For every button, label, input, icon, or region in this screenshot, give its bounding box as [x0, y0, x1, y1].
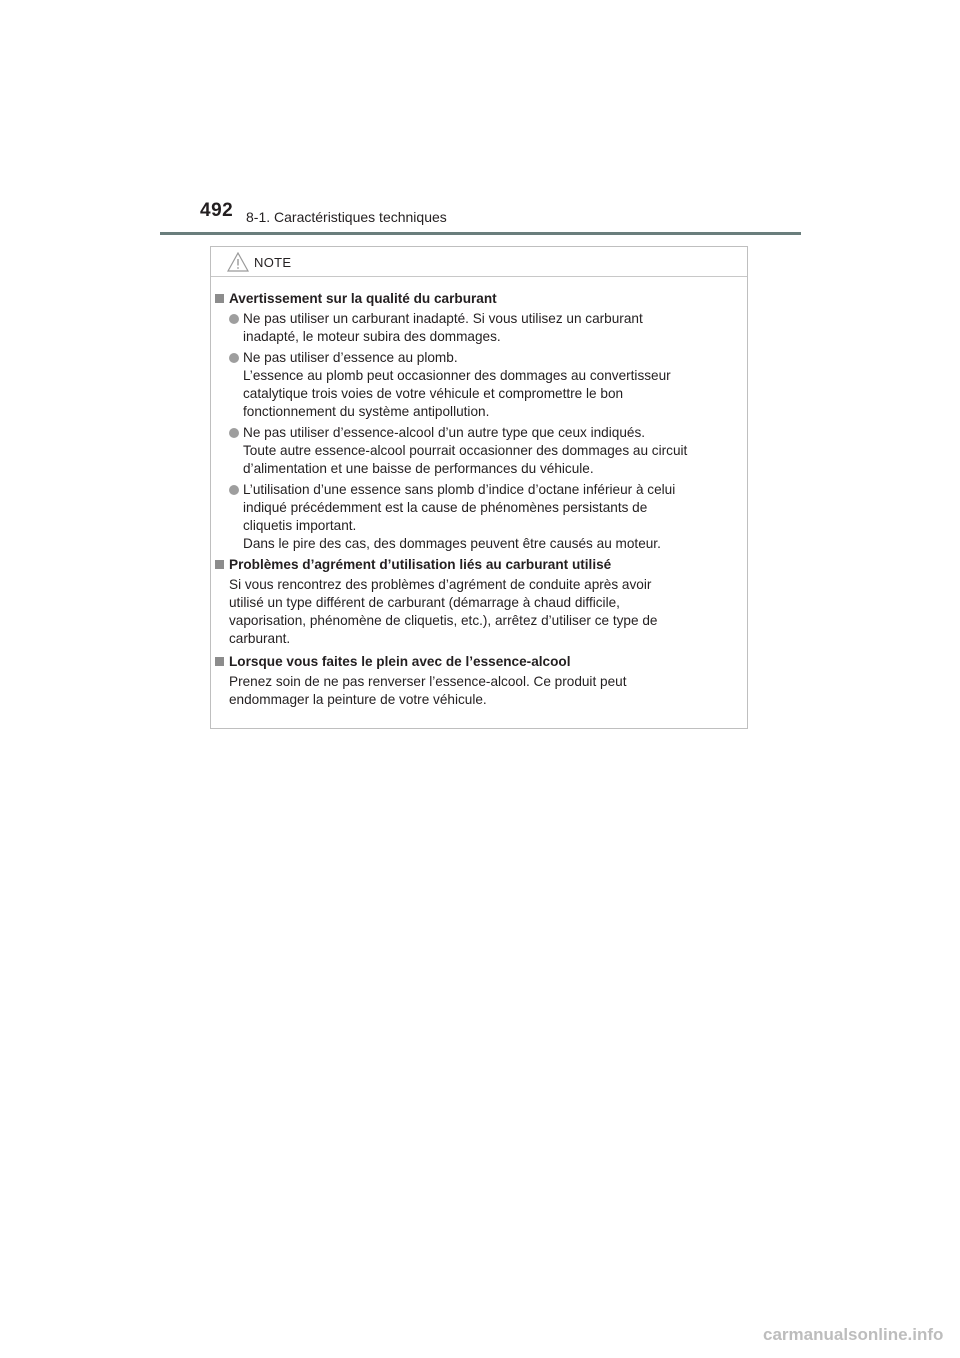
note-body — [211, 277, 747, 709]
page-number: 492 — [200, 200, 234, 221]
note-box — [210, 246, 748, 729]
circle-bullet-icon — [229, 314, 239, 324]
list-item: Ne pas utiliser d’essence-alcool d’un autre type que ceux indiqués. Toute autre essence-alcool pourrait occasionner des dommages au circuit d’alimentation et une baisse de performances du véhicule. — [215, 424, 741, 478]
square-bullet-icon — [215, 294, 224, 303]
header-rule — [160, 232, 801, 235]
square-bullet-icon — [215, 657, 224, 666]
list-item: L’utilisation d’une essence sans plomb d’indice d’octane inférieur à celui indiqué précédemment est la cause de phénomènes persistants de cliquetis important. Dans le pire des cas, des dommages peuvent être causés au moteur. — [215, 481, 741, 553]
note-label: NOTE — [254, 255, 292, 270]
list-item: Ne pas utiliser d’essence au plomb. L’essence au plomb peut occasionner des dommages au convertisseur catalytique trois voies de votre véhicule et compromettre le bon fonctionnement du système antipollution. — [215, 349, 741, 421]
circle-bullet-icon — [229, 485, 239, 495]
circle-bullet-icon — [229, 428, 239, 438]
section-paragraph: Si vous rencontrez des problèmes d’agrément de conduite après avoir utilisé un type différent de carburant (démarrage à chaud difficile, vaporisation, phénomène de cliquetis, etc.), arrêtez d’utiliser ce type de carburant. — [229, 577, 658, 646]
section-heading-driveability: Problèmes d’agrément d’utilisation liés au carburant utilisé — [215, 556, 741, 574]
section-paragraph: Prenez soin de ne pas renverser l’essence-alcool. Ce produit peut endommager la peinture de votre véhicule. — [229, 674, 627, 707]
warning-triangle-icon — [227, 252, 249, 272]
list-item: Ne pas utiliser un carburant inadapté. Si vous utilisez un carburant inadapté, le moteur subira des dommages. — [215, 310, 741, 346]
section-title: 8-1. Caractéristiques techniques — [246, 209, 447, 225]
note-header — [211, 247, 747, 277]
square-bullet-icon — [215, 560, 224, 569]
section-heading-fuel-quality: Avertissement sur la qualité du carburant — [215, 290, 741, 308]
section-heading-ethanol-refuel: Lorsque vous faites le plein avec de l’essence-alcool — [215, 653, 741, 671]
watermark: carmanualsonline.info — [763, 1325, 944, 1344]
circle-bullet-icon — [229, 353, 239, 363]
